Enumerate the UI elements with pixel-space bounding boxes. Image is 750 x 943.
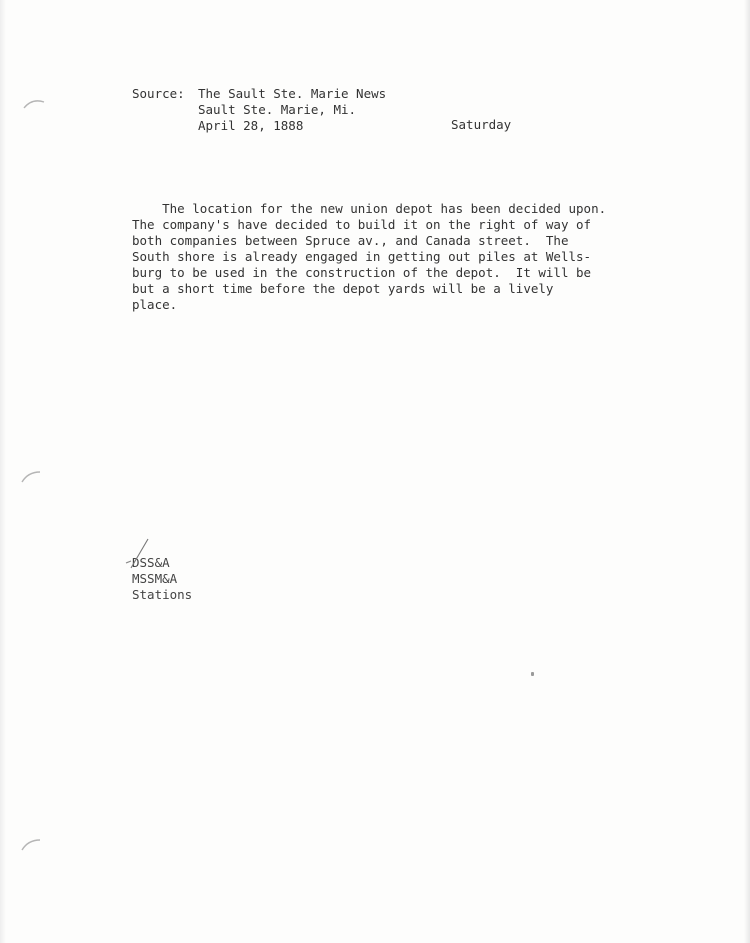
publication-place: Sault Ste. Marie, Mi. — [198, 102, 357, 117]
binder-hole-mark-icon — [20, 468, 48, 488]
article-line: South shore is already engaged in getting out piles at Wells- — [132, 249, 592, 264]
publication-date: April 28, 1888 — [198, 118, 304, 133]
article-line: burg to be used in the construction of the depot. It will be — [132, 265, 592, 280]
right-edge-shadow — [744, 0, 750, 943]
article-body — [132, 201, 607, 313]
source-label: Source: — [132, 86, 185, 101]
binder-hole-mark-icon — [22, 96, 50, 116]
article-line: The company's have decided to build it on the right of way of — [132, 217, 592, 232]
routing-line-dssa — [132, 555, 192, 571]
article-line: place. — [132, 297, 178, 312]
routing-line-stations: Stations — [132, 587, 193, 602]
article-line: but a short time before the depot yards will be a lively — [132, 281, 554, 296]
binder-hole-mark-icon — [20, 836, 48, 856]
routing-block — [132, 555, 192, 603]
routing-text: DSS&A — [132, 555, 170, 570]
publication-weekday: Saturday — [451, 117, 512, 132]
ink-speck — [531, 672, 534, 676]
left-edge-shadow — [0, 0, 6, 943]
article-line: The location for the new union depot has been decided upon. — [132, 201, 607, 216]
routing-line-mssma: MSSM&A — [132, 571, 178, 586]
source-block — [198, 86, 386, 134]
article-line: both companies between Spruce av., and Canada street. The — [132, 233, 569, 248]
publication-name: The Sault Ste. Marie News — [198, 86, 387, 101]
